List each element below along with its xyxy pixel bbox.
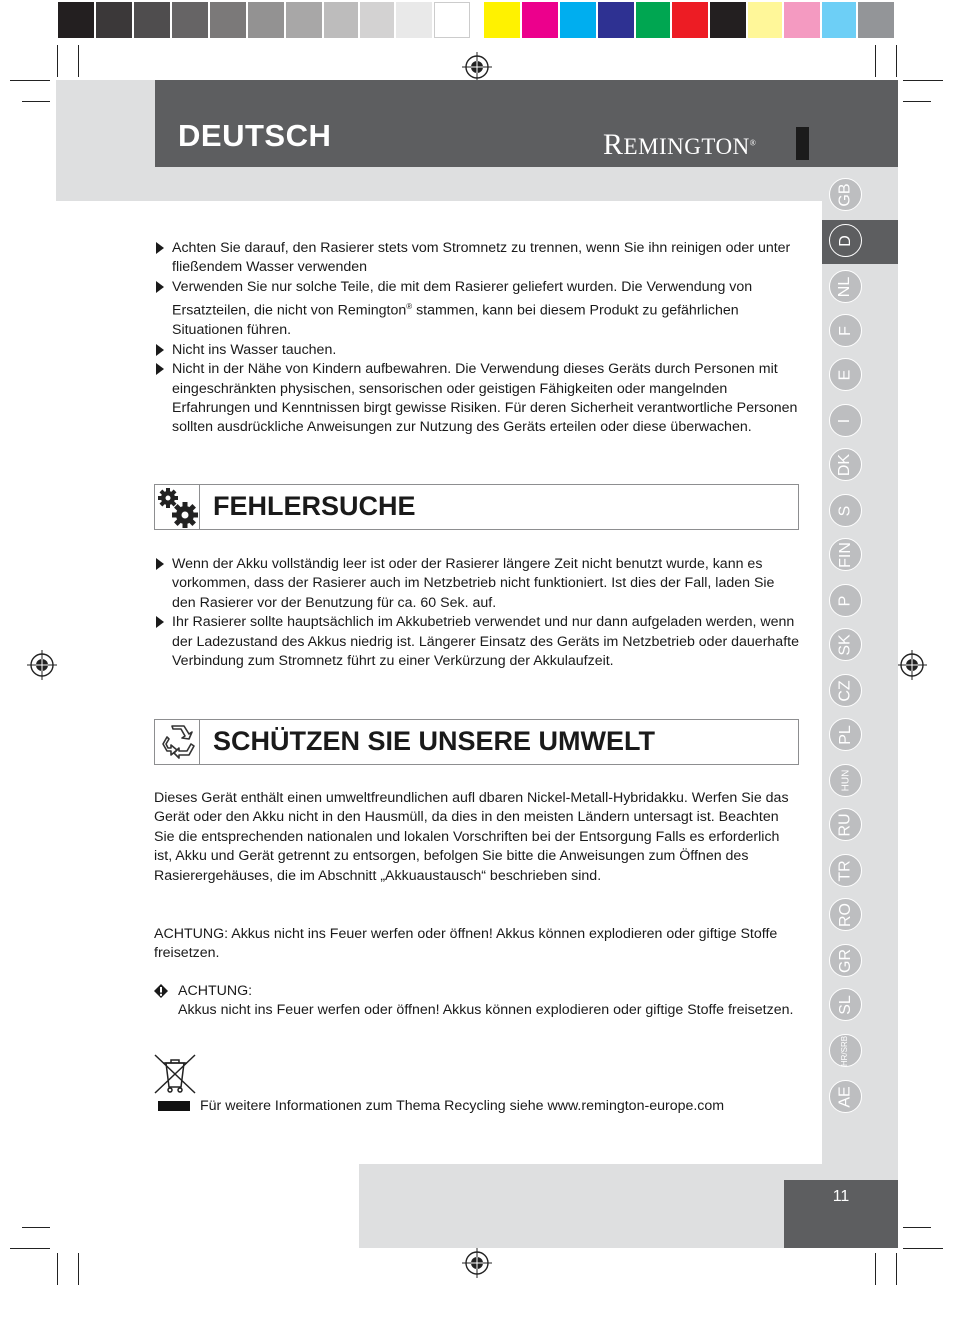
language-tab-e[interactable] — [829, 358, 862, 391]
language-tab-f[interactable] — [829, 314, 862, 347]
language-tab-label: I — [836, 418, 854, 423]
list-item: Ihr Rasierer sollte hauptsächlich im Akkubetrieb verwendet und nur dann aufgeladen werden, wenn der Ladezustand des Akkus niedrig ist. Längerer Einsatz des Geräts im Netzbetrieb oder dauerhafte Verbindung zum Stromnetz führt zu einer Verkürzung der Akkulaufzeit. — [154, 613, 799, 671]
swatch — [748, 2, 782, 38]
language-tab-label: GR — [836, 948, 854, 973]
language-tab-label: SL — [836, 994, 854, 1015]
swatch — [636, 2, 670, 38]
language-tab-s[interactable] — [829, 494, 862, 527]
crop-mark — [10, 1248, 50, 1249]
swatch — [560, 2, 596, 38]
language-tab-label: E — [836, 369, 854, 380]
language-tab-label: F — [836, 325, 854, 336]
list-item: Nicht in der Nähe von Kindern aufbewahren. Die Verwendung dieses Geräts durch Personen mit eingeschränkten physischen, sensorischen oder geistigen Fähigkeiten oder mangelnden Erfahrungen und Kenntnissen birgt gewisse Risiken. Für deren Sicherheit verantwortliche Personen sollten ausdrückliche Anweisungen zur Nutzung des Geräts erteilen oder diese überwachen. — [154, 360, 799, 438]
swatch — [672, 2, 708, 38]
swatch — [784, 2, 820, 38]
section-title: FEHLERSUCHE — [213, 491, 416, 521]
crossed-bin-icon — [153, 1053, 197, 1095]
language-tab-label: P — [836, 595, 854, 606]
crop-mark — [903, 1227, 931, 1228]
language-tab-label: HR/SRB — [840, 1035, 850, 1066]
language-tab-d[interactable] — [829, 224, 862, 257]
crop-mark — [875, 45, 876, 77]
language-tab-label: D — [836, 234, 854, 247]
language-tab-fin[interactable] — [829, 538, 862, 571]
language-tab-nl[interactable] — [829, 270, 862, 303]
swatch — [96, 2, 132, 38]
swatch — [434, 2, 470, 38]
bin-underline-bar — [158, 1101, 190, 1111]
registration-mark-icon — [462, 1248, 492, 1278]
warning-text: Akkus nicht ins Feuer werfen oder öffnen! Akkus können explodieren oder giftige Stoffe freisetzen. — [178, 1002, 794, 1019]
environment-paragraph: Dieses Gerät enthält einen umweltfreundlichen aufl dbaren Nickel-Metall-Hybridakku. Werfen Sie das Gerät oder den Akku nicht in den Hausmüll, da dies in den meisten Ländern untersagt ist. Beachten Sie die entsprechenden nationalen und lokalen Vorschriften bei der Entsorgung Falls es erforderlich ist, Akku und Gerät getrennt zu entsorgen, befolgen Sie bitte die Anweisungen zum Öffnen des Rasierergehäuses, die im Abschnitt „Akkuaustausch“ beschrieben sind. — [154, 790, 789, 884]
crop-mark — [57, 1253, 58, 1285]
safety-list — [154, 239, 799, 438]
recycling-note: Für weitere Informationen zum Thema Recycling siehe www.remington-europe.com — [200, 1098, 725, 1114]
swatch — [710, 2, 746, 38]
crop-mark — [78, 45, 79, 77]
swatch — [522, 2, 558, 38]
swatch — [858, 2, 894, 38]
swatch — [286, 2, 322, 38]
language-tab-label: HUN — [839, 769, 851, 792]
language-tab-label: CZ — [836, 679, 854, 702]
language-tab-dk[interactable] — [829, 448, 862, 481]
language-tab-ae[interactable] — [829, 1080, 862, 1113]
troubleshooting-list — [154, 555, 799, 671]
language-tab-sk[interactable] — [829, 628, 862, 661]
page-title: DEUTSCH — [178, 118, 332, 153]
swatch — [822, 2, 856, 38]
language-tab-hr-srb[interactable] — [829, 1034, 862, 1067]
swatch — [210, 2, 246, 38]
language-tab-ru[interactable] — [829, 808, 862, 841]
warning-icon — [154, 984, 168, 998]
language-tab-label: GB — [836, 182, 854, 207]
crop-mark — [78, 1253, 79, 1285]
language-tab-label: RO — [836, 902, 854, 927]
language-tab-label: DK — [836, 453, 854, 476]
crop-mark — [903, 1248, 943, 1249]
list-item: Achten Sie darauf, den Rasierer stets vom Stromnetz zu trennen, wenn Sie ihn reinigen oder unter fließendem Wasser verwenden — [154, 239, 799, 278]
crop-mark — [875, 1253, 876, 1285]
swatch — [324, 2, 358, 38]
language-tab-tr[interactable] — [829, 854, 862, 887]
brand-bar — [796, 127, 809, 160]
language-tab-label: RU — [836, 812, 854, 837]
swatch — [598, 2, 634, 38]
language-tab-label: NL — [836, 276, 854, 297]
swatch — [396, 2, 432, 38]
swatch — [484, 2, 520, 38]
crop-mark — [896, 1253, 897, 1285]
brand-logo: REMINGTON® — [603, 128, 757, 161]
crop-mark — [10, 80, 50, 81]
language-tab-label: PL — [836, 724, 854, 745]
list-item: Wenn der Akku vollständig leer ist oder der Rasierer längere Zeit nicht benutzt wurde, kann es vorkommen, dass der Rasierer auch im Netzbetrieb nicht funktioniert. Ist dies der Fall, laden Sie den Rasierer vor der Benutzung für ca. 60 Sek. auf. — [154, 555, 799, 613]
language-tab-hun[interactable] — [829, 764, 862, 797]
crop-mark — [903, 80, 943, 81]
language-tab-label: SK — [836, 633, 854, 656]
language-tab-gr[interactable] — [829, 944, 862, 977]
crop-mark — [896, 45, 897, 77]
warning-block — [178, 982, 798, 1021]
recycle-icon — [155, 720, 200, 764]
language-tab-cz[interactable] — [829, 674, 862, 707]
language-tab-i[interactable] — [829, 404, 862, 437]
list-item: Verwenden Sie nur solche Teile, die mit dem Rasierer geliefert wurden. Die Verwendung von Ersatzteilen, die nicht von Remington® stammen, kann bei diesem Produkt zu gefährlichen Situationen führen. — [154, 278, 799, 341]
language-tab-pl[interactable] — [829, 718, 862, 751]
language-tab-ro[interactable] — [829, 898, 862, 931]
swatch — [360, 2, 394, 38]
crop-mark — [22, 1227, 50, 1228]
page-number: 11 — [832, 1188, 850, 1205]
section-troubleshooting — [154, 484, 799, 530]
swatch — [134, 2, 170, 38]
language-tab-label: AE — [836, 1085, 854, 1108]
swatch — [248, 2, 284, 38]
caution-paragraph: ACHTUNG: Akkus nicht ins Feuer werfen oder öffnen! Akkus können explodieren oder giftige Stoffe freisetzen. — [154, 926, 778, 962]
language-tab-label: S — [836, 505, 854, 516]
section-environment — [154, 719, 799, 765]
swatch — [58, 2, 94, 38]
language-tab-sl[interactable] — [829, 988, 862, 1021]
language-tab-gb[interactable] — [829, 178, 862, 211]
section-title: SCHÜTZEN SIE UNSERE UMWELT — [213, 726, 656, 756]
crop-mark — [903, 101, 931, 102]
registration-mark-icon — [462, 52, 492, 82]
registration-mark-icon — [897, 650, 927, 680]
language-tab-label: FIN — [836, 541, 854, 568]
crop-mark — [22, 101, 50, 102]
language-tab-p[interactable] — [829, 584, 862, 617]
gears-icon — [155, 485, 200, 529]
swatch — [172, 2, 208, 38]
warning-label: ACHTUNG: — [178, 983, 253, 999]
registration-mark-icon — [27, 650, 57, 680]
language-tab-label: TR — [836, 859, 854, 882]
crop-mark — [57, 45, 58, 77]
list-item: Nicht ins Wasser tauchen. — [154, 341, 799, 360]
